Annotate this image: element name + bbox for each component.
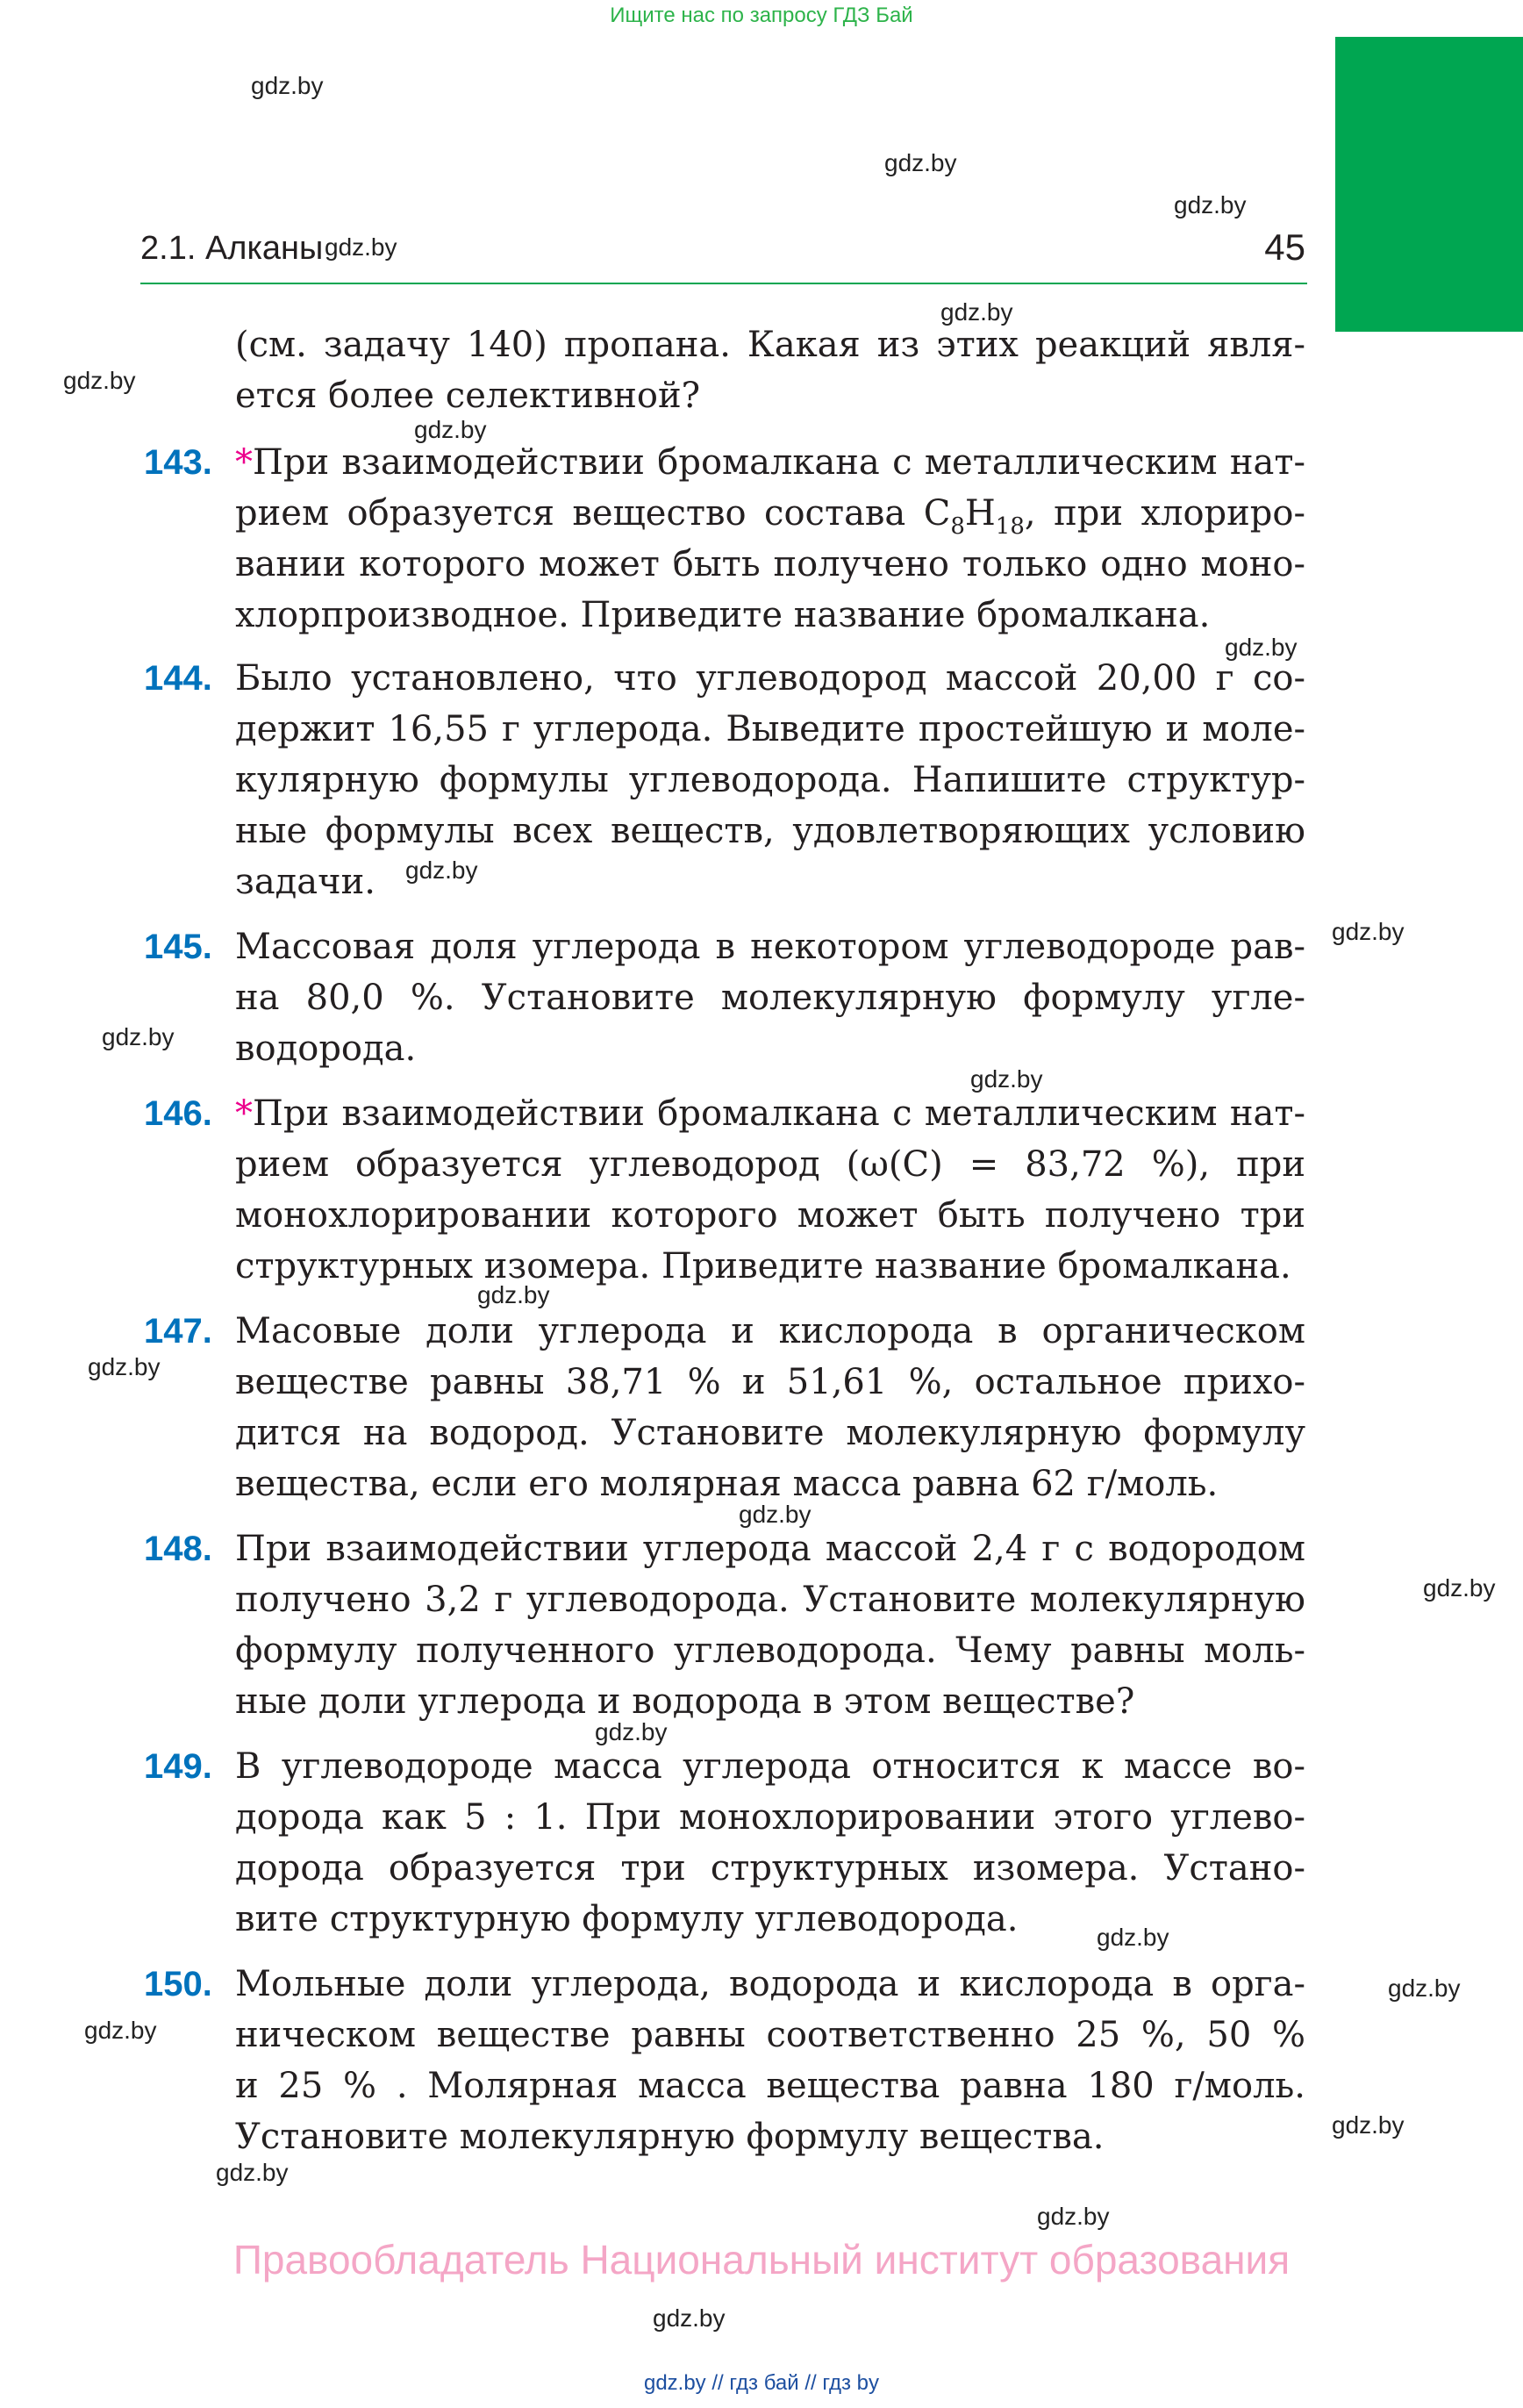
text-line: Установите молекулярную формулу вещества. xyxy=(235,2117,1105,2157)
star-marker: * xyxy=(235,442,253,483)
text-line: вании которого может быть получено только одно моно- xyxy=(235,544,1305,584)
problem-number: 146. xyxy=(144,1094,212,1133)
text-line: рием образуется углеводород (ω(C) = 83,72 %), при xyxy=(235,1144,1305,1185)
copyright-holder: Правообладатель Национальный институт образования xyxy=(232,2237,1291,2283)
watermark: gdz.by xyxy=(1388,1974,1461,2002)
text-line: монохлорировании которого может быть получено три xyxy=(235,1195,1305,1236)
text-line: Массовая доля углерода в некотором углеводороде рав- xyxy=(235,927,1305,967)
text-line: задачи. xyxy=(235,862,375,902)
watermark: gdz.by xyxy=(251,72,324,99)
watermark: gdz.by xyxy=(739,1501,812,1528)
text-line: дорода как 5 : 1. При монохлорировании этого углево- xyxy=(235,1797,1305,1838)
watermark: gdz.by xyxy=(595,1718,668,1745)
watermark: gdz.by xyxy=(1097,1924,1169,1951)
watermark: gdz.by xyxy=(970,1065,1043,1093)
text-line-with-formula: рием образуется вещество состава $C_8H_{18}$, при хлориро- xyxy=(235,493,1305,540)
watermark: gdz.by xyxy=(216,2159,289,2186)
header-rule xyxy=(140,283,1307,284)
top-search-hint[interactable]: Ищите нас по запросу ГДЗ Бай xyxy=(610,4,913,27)
watermark: gdz.by xyxy=(653,2304,726,2332)
text-line: Мольные доли углерода, водорода и кислорода в орга- xyxy=(235,1964,1305,2004)
text-line: веществе равны 38,71 % и 51,61 %, остальное прихо- xyxy=(235,1362,1305,1402)
watermark: gdz.by xyxy=(884,149,957,176)
watermark: gdz.by xyxy=(102,1023,175,1050)
text-line: хлорпроизводное. Приведите название бромалкана. xyxy=(235,595,1211,635)
text-line: водорода. xyxy=(235,1028,417,1069)
watermark: gdz.by xyxy=(88,1353,161,1380)
watermark: gdz.by xyxy=(477,1281,550,1308)
text-line: кулярную формулы углеводорода. Напишите структур- xyxy=(235,760,1305,800)
text-line: на 80,0 %. Установите молекулярную формулу угле- xyxy=(235,978,1305,1018)
text-line: Было установлено, что углеводород массой 20,00 г со- xyxy=(235,658,1305,699)
page-number: 45 xyxy=(1264,226,1305,268)
problem-number: 150. xyxy=(144,1965,212,2003)
text-line: дорода образуется три структурных изомера. Устано- xyxy=(235,1848,1305,1888)
text-line: держит 16,55 г углерода. Выведите простейшую и моле- xyxy=(235,709,1305,749)
watermark: gdz.by xyxy=(325,233,397,261)
watermark: gdz.by xyxy=(1332,918,1405,945)
footer-links[interactable]: gdz.by // гдз бай // гдз by xyxy=(643,2371,880,2395)
text-line: получено 3,2 г углеводорода. Установите молекулярную xyxy=(235,1580,1305,1620)
text-line: ные формулы всех веществ, удовлетворяющих условию xyxy=(235,811,1305,851)
text-line: *При взаимодействии бромалкана с металлическим нат- xyxy=(235,1093,1305,1134)
text-line: *При взаимодействии бромалкана с металлическим нат- xyxy=(235,442,1305,483)
text-line: Масовые доли углерода и кислорода в органическом xyxy=(235,1311,1305,1351)
watermark: gdz.by xyxy=(1423,1574,1496,1602)
watermark: gdz.by xyxy=(1037,2203,1110,2230)
watermark: gdz.by xyxy=(1225,634,1298,661)
watermark: gdz.by xyxy=(1174,191,1247,219)
text-line: и 25 % . Молярная масса вещества равна 180 г/моль. xyxy=(235,2066,1305,2106)
watermark: gdz.by xyxy=(940,298,1013,326)
watermark: gdz.by xyxy=(84,2017,157,2044)
problem-number: 145. xyxy=(144,928,212,966)
text-line: вещества, если его молярная масса равна 62 г/моль. xyxy=(235,1464,1219,1504)
text-line: вите структурную формулу углеводорода. xyxy=(235,1899,1019,1939)
star-marker: * xyxy=(235,1093,253,1134)
running-head: 2.1. Алканы xyxy=(140,230,324,267)
problem-number: 143. xyxy=(144,443,212,482)
problem-number: 147. xyxy=(144,1312,212,1351)
text-line: дится на водород. Установите молекулярную формулу xyxy=(235,1413,1305,1453)
text-line: При взаимодействии углерода массой 2,4 г с водородом xyxy=(235,1529,1305,1569)
text-line: формулу полученного углеводорода. Чему равны моль- xyxy=(235,1630,1305,1671)
text-line: В углеводороде масса углерода относится к массе во- xyxy=(235,1746,1305,1787)
watermark: gdz.by xyxy=(414,416,487,443)
text-line: структурных изомера. Приведите название бромалкана. xyxy=(235,1246,1291,1286)
text-line: ется более селективной? xyxy=(235,376,701,416)
problem-number: 149. xyxy=(144,1747,212,1786)
green-chapter-tab xyxy=(1335,37,1523,332)
text-line: ническом веществе равны соответственно 25 %, 50 % xyxy=(235,2015,1305,2055)
text-line: (см. задачу 140) пропана. Какая из этих реакций явля- xyxy=(235,325,1305,365)
watermark: gdz.by xyxy=(1332,2111,1405,2139)
watermark: gdz.by xyxy=(405,856,478,884)
watermark: gdz.by xyxy=(63,367,136,394)
problem-number: 148. xyxy=(144,1530,212,1568)
text-line: ные доли углерода и водорода в этом веществе? xyxy=(235,1681,1135,1722)
problem-number: 144. xyxy=(144,659,212,698)
